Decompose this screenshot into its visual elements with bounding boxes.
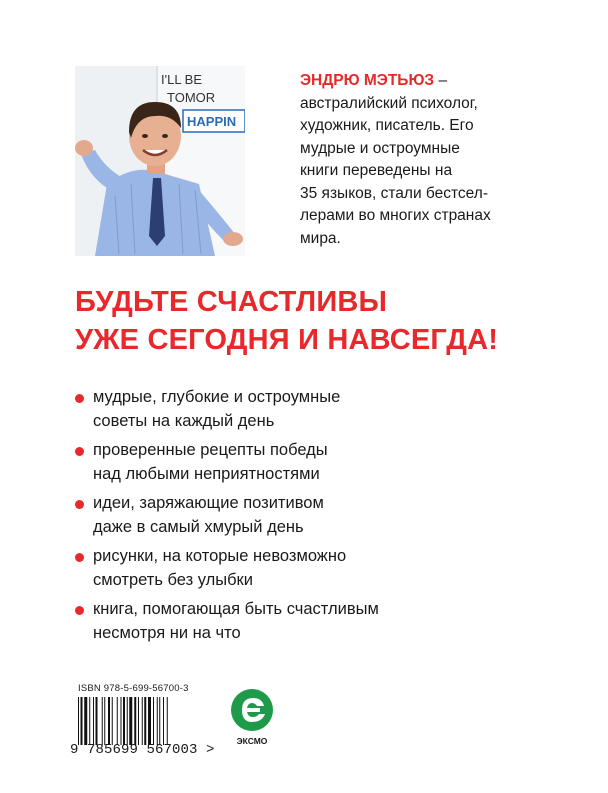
- headline: [75, 283, 595, 359]
- bullet-dot-icon: [75, 553, 84, 562]
- barcode-icon: [78, 697, 208, 745]
- barcode-number: 9 785699 567003 >: [70, 742, 215, 758]
- author-bio-line-3: художник, писатель. Его: [300, 117, 474, 134]
- list-item: мудрые, глубокие и остроумные советы на каждый день: [75, 385, 595, 433]
- author-bio-line-7: лерами во многих странах: [300, 207, 491, 224]
- author-bio-line-5: книги переведены на: [300, 162, 453, 179]
- bullet-dot-icon: [75, 500, 84, 509]
- board-text-1: I'LL BE: [161, 72, 203, 87]
- author-name: ЭНДРЮ МЭТЬЮЗ: [300, 72, 435, 89]
- list-item: рисунки, на которые невозможно смотреть без улыбки: [75, 544, 595, 592]
- bullet-dot-icon: [75, 394, 84, 403]
- publisher-name: ЭКСМО: [236, 736, 268, 746]
- board-text-2: TOMOR: [167, 90, 216, 105]
- author-bio-line-2: австралийский психолог,: [300, 94, 478, 112]
- list-item: идеи, заряжающие позитивом даже в самый хмурый день: [75, 491, 595, 539]
- author-bio-line-6: 35 языков, стали бестсел-: [300, 184, 488, 202]
- board-text-3: HAPPIN: [187, 114, 237, 129]
- bullet-dot-icon: [75, 606, 84, 615]
- list-item: книга, помогающая быть счастливым несмотря ни на что: [75, 597, 595, 645]
- isbn-label: ISBN 978-5-699-56700-3: [78, 683, 189, 694]
- author-bio-line-8: мира.: [300, 229, 341, 247]
- headline-line-1: БУДЬТЕ СЧАСТЛИВЫ: [75, 286, 388, 318]
- list-item: проверенные рецепты победы над любыми неприятностями: [75, 438, 595, 486]
- author-bio: [300, 70, 560, 250]
- author-bio-line-4: мудрые и остроумные: [300, 139, 460, 157]
- author-photo: [75, 66, 245, 256]
- author-bio-line-1: ЭНДРЮ МЭТЬЮЗ –: [300, 72, 448, 89]
- eksmo-logo-icon: [229, 687, 275, 733]
- feature-list: [75, 385, 595, 650]
- headline-line-2: УЖЕ СЕГОДНЯ И НАВСЕГДА!: [75, 324, 499, 356]
- bullet-dot-icon: [75, 447, 84, 456]
